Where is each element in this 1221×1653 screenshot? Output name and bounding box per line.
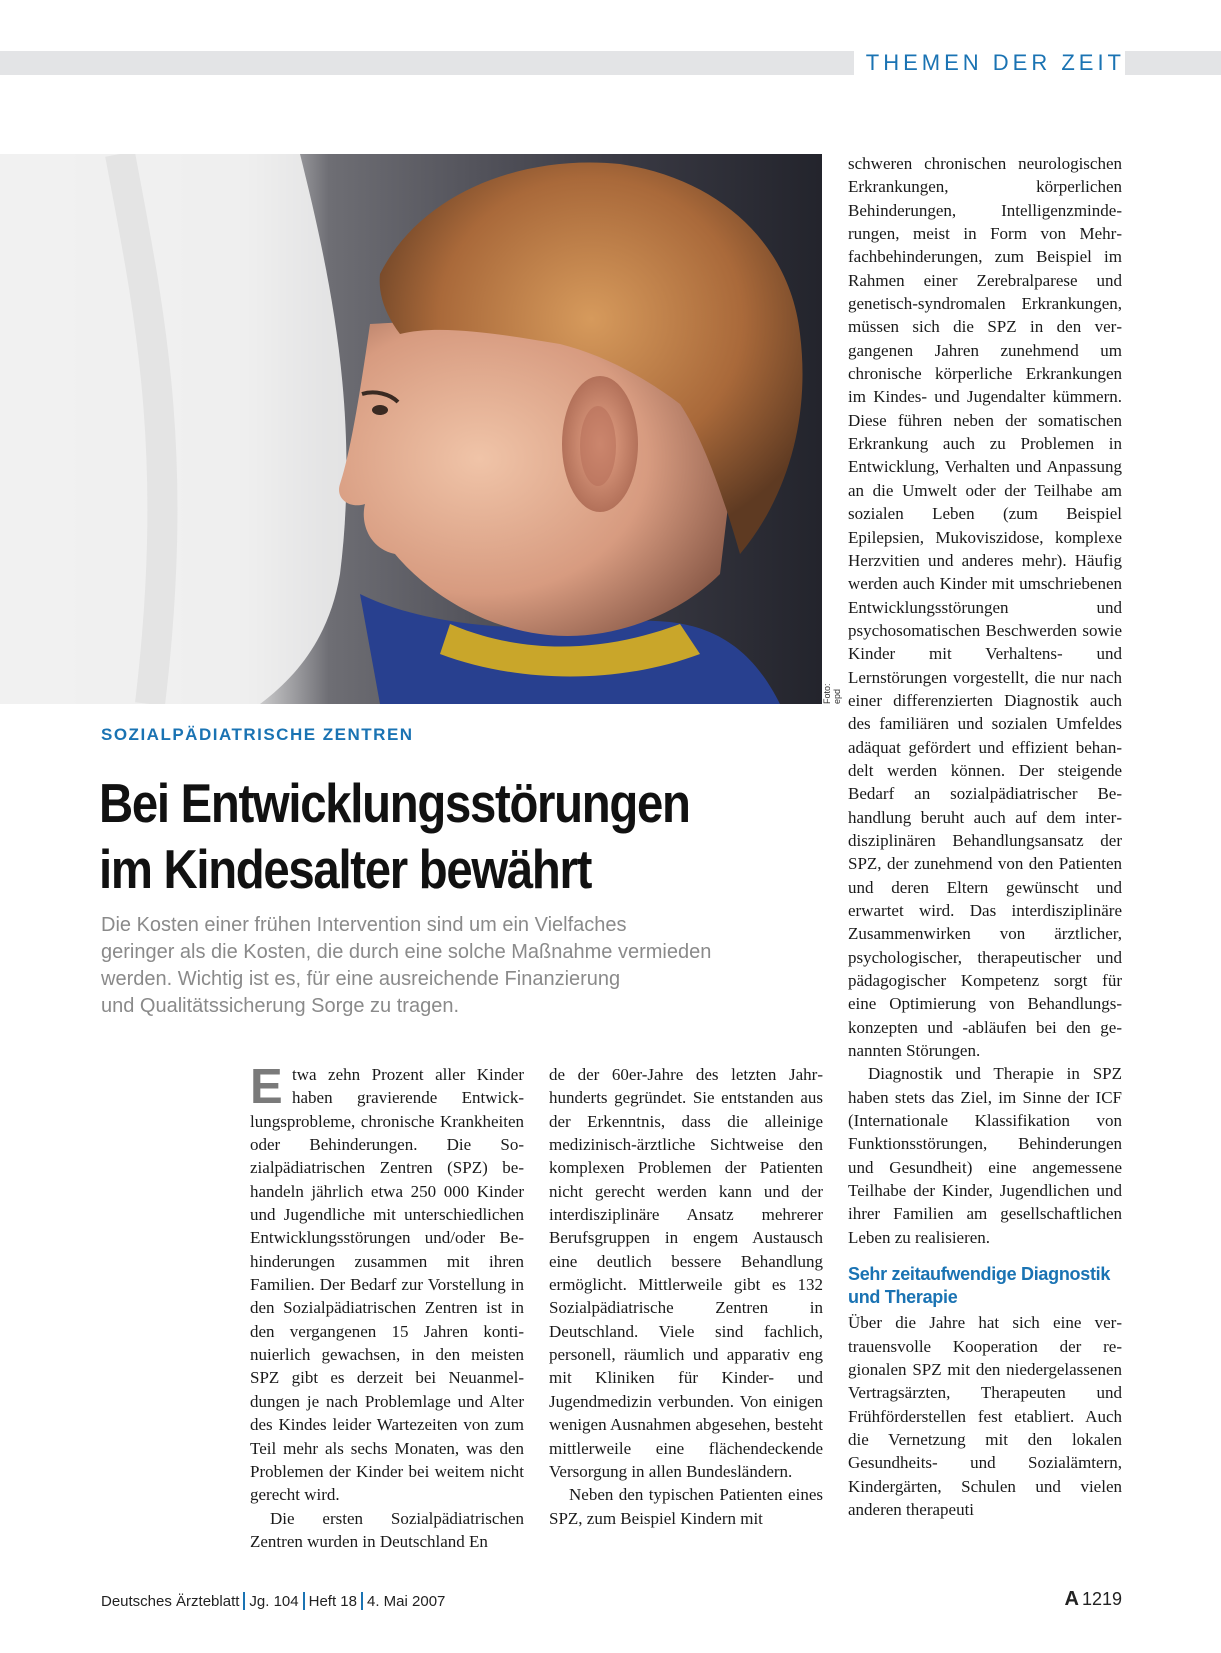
- journal-volume: Jg. 104: [249, 1593, 299, 1610]
- footer-separator: [243, 1592, 245, 1610]
- journal-footer: [101, 1592, 445, 1610]
- article-kicker: SOZIALPÄDIATRISCHE ZENTREN: [101, 725, 414, 744]
- journal-issue: Heft 18: [308, 1593, 357, 1610]
- section-title: THEMEN DER ZEIT: [854, 50, 1125, 76]
- paragraph-text: twa zehn Prozent aller Kinder haben gravierende Entwicklungsprobleme, chronische Krankheiten oder Behinderungen. Die Sozialpädiatrischen Zentren (SPZ) behandeln jährlich etwa 250 000 Kinder und Jugendliche mit unterschiedlichen Entwicklungsstörungen und/oder Behinderungen zusammen mit ihren Familien. Der Bedarf zur Vorstellung in den Sozialpädiatrischen Zentren ist in den vergangenen 15 Jahren kontinuierlich gewachsen, in den meisten SPZ gibt es derzeit bei Neuanmeldungen je nach Problemlage und Alter des Kindes leider Wartezeiten von zum Teil mehr als sechs Monaten, was den Problemen der Kinder bei weitem nicht gerecht wird.: [250, 1065, 524, 1505]
- paragraph: [250, 1060, 524, 1507]
- paragraph: Über die Jahre hat sich eine vertrauensvolle Kooperation der regionalen SPZ mit den niedergelassenen Vertragsärzten, Therapeuten und Frühförderstellen fest etabliert. Auch die Vernetzung mit den lokalen Gesundheits- und Sozialämtern, Kindergärten, Schulen und vielen anderen therapeuti: [848, 1313, 1122, 1519]
- text-column-3: [848, 152, 1122, 1521]
- headline-line-2: im Kindesalter bewährt: [99, 838, 592, 900]
- child-profile-illustration: [0, 154, 822, 704]
- text-column-1: [250, 1060, 524, 1553]
- paragraph: schweren chronischen neurologischen Erkrankungen, körperlichen Behinderungen, Intelligenzminderungen, meist in Form von Mehrfachbehinderungen, zum Beispiel im Rahmen einer Zerebralparese und genetisch-syndromalen Erkrankungen, müssen sich die SPZ in den vergangenen Jahren zunehmend um chronische körperliche Erkrankungen im Kindes- und Jugendalter kümmern. Diese führen neben der somatischen Erkrankung auch zu Problemen in Entwicklung, Verhalten und Anpassung an die Umwelt oder der Teilhabe am sozialen Leben (zum Beispiel Epilepsien, Mukoviszidose, komplexe Herzvitien und anderes mehr). Häufig werden auch Kinder mit umschriebenen Entwicklungsstörungen und psychosomatischen Beschwerden sowie Kinder mit Verhaltens- und Lernstörungen vorgestellt, die nur nach einer differenzierten Diagnostik auch des familiären und sozialen Umfeldes adäquat gefördert und effizient behandelt werden können. Der steigende Bedarf an sozialpädiatrischer Behandlung beruht auch auf dem interdisziplinären Behandlungsansatz der SPZ, der zunehmend von den Patienten und deren Eltern gewünscht und erwartet wird. Das interdisziplinäre Zusammenwirken von ärztlicher, psychologischer, therapeutischer und pädagogischer Kompetenz sorgt für eine Optimierung von Behandlungskonzepten und -abläufen bei den genannten Störungen.: [848, 154, 1122, 1061]
- photo-credit: Foto: epd: [822, 683, 842, 704]
- article-headline: [99, 770, 735, 902]
- lead-line-4: und Qualitätssicherung Sorge zu tragen.: [101, 995, 459, 1017]
- lead-line-1: Die Kosten einer frühen Intervention sind um ein Vielfaches: [101, 914, 627, 936]
- text-column-2: [549, 1063, 823, 1530]
- journal-name: Deutsches Ärzteblatt: [101, 1593, 240, 1610]
- lead-line-2: geringer als die Kosten, die durch eine solche Maßnahme vermieden: [101, 941, 712, 963]
- page-number: [1065, 1588, 1123, 1611]
- lead-line-3: werden. Wichtig ist es, für eine ausreichende Finanzierung: [101, 968, 621, 990]
- drop-cap: E: [250, 1060, 283, 1114]
- article-photo: [0, 154, 822, 704]
- footer-separator: [303, 1592, 305, 1610]
- page-number-value: 1219: [1081, 1589, 1122, 1609]
- journal-date: 4. Mai 2007: [367, 1593, 446, 1610]
- paragraph: Die ersten Sozialpädiatrischen Zentren wurden in Deutschland En: [250, 1508, 524, 1551]
- footer-separator: [361, 1592, 363, 1610]
- article-lead: [101, 912, 821, 1020]
- paragraph: Neben den typischen Patienten eines SPZ, zum Beispiel Kindern mit: [549, 1485, 823, 1528]
- paragraph: de der 60er-Jahre des letzten Jahrhunderts gegründet. Sie entstanden aus der Erkenntnis, dass die alleinige medizinisch-ärztliche Sichtweise den komplexen Problemen der Patienten nicht gerecht werden kann und der interdisziplinäre Ansatz mehrerer Berufsgruppen in engem Austausch eine deutlich bessere Behandlung ermöglicht. Mittlerweile gibt es 132 Sozialpädiatrische Zentren in Deutschland. Viele sind fachlich, personell, räumlich und apparativ eng mit Kliniken für Kinder- und Jugendmedizin verbunden. Von einigen wenigen Ausnahmen abgesehen, besteht mittlerweile eine flächendeckende Versorgung in allen Bundesländern.: [549, 1065, 823, 1481]
- page-prefix: A: [1064, 1588, 1079, 1610]
- section-subheading: Sehr zeitaufwendige Diagnostik und Therapie: [848, 1264, 1111, 1308]
- headline-line-1: Bei Entwicklungsstörungen: [99, 772, 690, 834]
- paragraph: Diagnostik und Therapie in SPZ haben stets das Ziel, im Sinne der ICF (Internationale Klassifikation von Funktionsstörungen, Behinderungen und Gesundheit) eine angemessene Teilhabe der Kinder, Jugendlichen und ihrer Familien am gesellschaftlichen Leben zu realisieren.: [848, 1064, 1122, 1247]
